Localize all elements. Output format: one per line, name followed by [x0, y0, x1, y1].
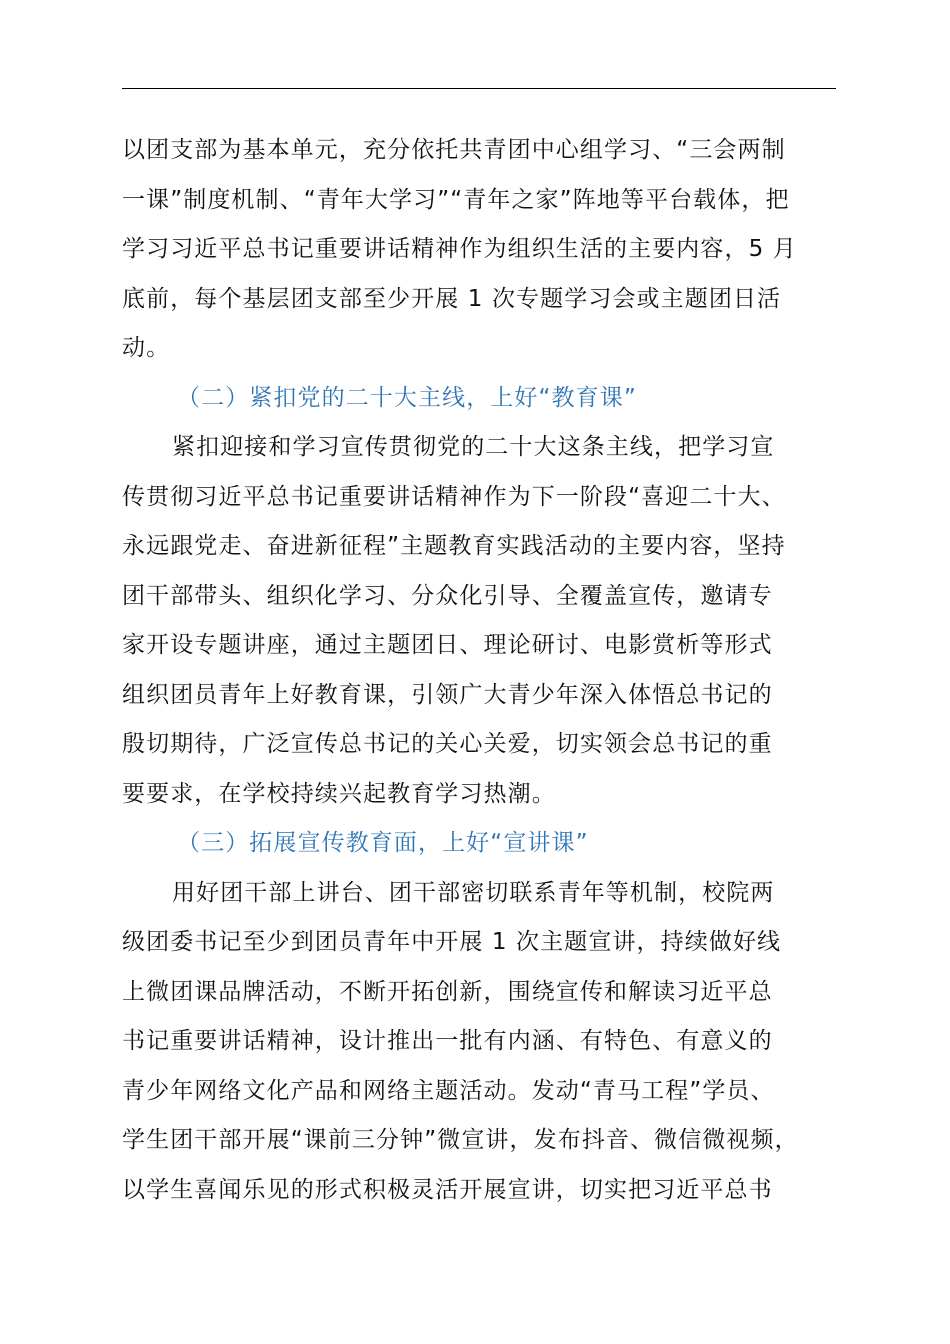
section-heading-2: （二）紧扣党的二十大主线，上好“教育课”	[177, 384, 637, 411]
header-rule	[122, 88, 836, 89]
section-heading-3: （三）拓展宣传教育面，上好“宣讲课”	[177, 830, 589, 856]
text-line: 以团支部为基本单元，充分依托共青团中心组学习、“三会两制	[122, 137, 786, 163]
paragraph-first-line: 紧扣迎接和学习宣传贯彻党的二十大这条主线，把学习宣	[172, 434, 775, 460]
text-line: 动。	[122, 335, 171, 361]
text-line: 学习习近平总书记重要讲话精神作为组织生活的主要内容，5 月	[122, 236, 797, 262]
text-line: 青少年网络文化产品和网络主题活动。发动“青马工程”学员、	[122, 1077, 775, 1104]
text-line: 底前，每个基层团支部至少开展 1 次专题学习会或主题团日活	[122, 285, 782, 312]
text-line: 级团委书记至少到团员青年中开展 1 次主题宣讲，持续做好线	[122, 929, 782, 955]
text-line: 要要求，在学校持续兴起教育学习热潮。	[122, 780, 556, 807]
text-line: 团干部带头、组织化学习、分众化引导、全覆盖宣传，邀请专	[122, 582, 773, 609]
paragraph-first-line: 用好团干部上讲台、团干部密切联系青年等机制，校院两	[172, 879, 775, 906]
text-line: 学生团干部开展“课前三分钟”微宣讲，发布抖音、微信微视频，	[122, 1127, 799, 1153]
document-body	[122, 126, 838, 1215]
text-line: 永远跟党走、奋进新征程”主题教育实践活动的主要内容，坚持	[122, 533, 786, 559]
text-line: 传贯彻习近平总书记重要讲话精神作为下一阶段“喜迎二十大、	[122, 483, 786, 510]
text-line: 一课”制度机制、“青年大学习”“青年之家”阵地等平台载体，把	[122, 186, 790, 213]
text-line: 以学生喜闻乐见的形式积极灵活开展宣讲，切实把习近平总书	[122, 1176, 773, 1203]
text-line: 殷切期待，广泛宣传总书记的关心关爱，切实领会总书记的重	[122, 731, 773, 757]
text-line: 上微团课品牌活动，不断开拓创新，围绕宣传和解读习近平总	[122, 978, 773, 1005]
text-line: 家开设专题讲座，通过主题团日、理论研讨、电影赏析等形式	[122, 632, 773, 658]
text-line: 书记重要讲话精神，设计推出一批有内涵、有特色、有意义的	[122, 1028, 773, 1054]
text-line: 组织团员青年上好教育课，引领广大青少年深入体悟总书记的	[122, 681, 773, 708]
